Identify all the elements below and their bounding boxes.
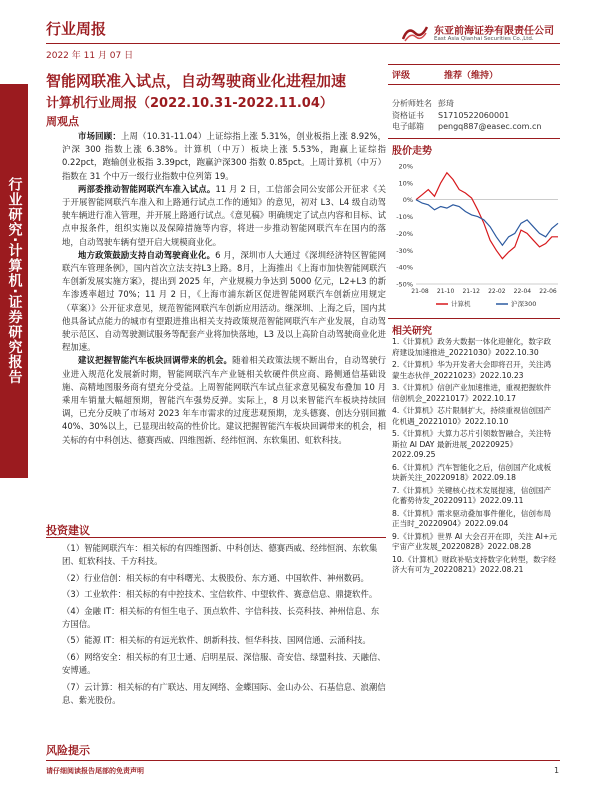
investment-item: （2）行业信创：相关标的有中科曙光、太极股份、东方通、中国软件、神州数码。 [62,572,369,583]
stock-trend-chart [392,160,562,314]
p2-lead: 地方政策鼓励支持自动驾驶商业化。 [78,249,216,260]
rating-value: 推荐（维持） [444,71,499,81]
market-review: 上周（10.31-11.04）上证综指上涨 5.31%，创业板指上涨 8.92%，沪深 300 指数上涨 6.38%。计算机（中万）板块上涨 5.53%，跑赢上证综指 0.22pct，跑输创业板指 3.39pct，跑赢沪深300 指数 0.85pct。上周计算机（中万）指数在 31 个中万一级行业指数中位列第 19。 [62,131,387,181]
series-line-computer [416,173,558,259]
analyst-divider [388,138,560,139]
related-item[interactable]: 1.《计算机》政务大数据一体化迎催化，数字政府建设加速推进_20221030》2022.10.30 [392,337,552,357]
investment-item: （5）能源 IT：相关标的有远光软件、朗新科技、恒华科技、国网信通、云涌科技。 [62,635,371,646]
market-label: 市场回顾： [78,131,121,141]
related-research-heading: 相关研究 [392,326,432,337]
analyst-row [392,110,541,122]
y-tick-label: 0% [402,196,413,205]
p3-text: 随着相关政策法规不断出台，自动驾驶行业进入规范化发展新时期，智能网联汽车产业链相关软硬件供应商、路侧通信基础设施、高精地图服务商有望充分受益。上周智能网联汽车试点征求意见稿发布叠加 10 月乘用车销量大幅超预期，智能汽车强势反弹。实际上，8 月以来智能汽车板块持续回调，已充分反映了市场对 2023 年车市需求的过度悲观预期，龙头德赛、创达分别回撤 40%、30%以上，已显现出较高的性价比。建议把握智能汽车板块回调带来的机会，相关标的有中科创达、德赛西威、四维图新、经纬恒润、东软集团、虹软科技。 [62,355,386,445]
rating-box [388,68,560,82]
legend-label: 沪深300 [511,300,537,308]
report-date: 2022 年 11 月 07 日 [46,51,134,61]
x-tick-label: 22-02 [488,288,506,295]
rating-bottom-divider [388,84,560,85]
investment-item: （7）云计算：相关标的有广联达、用友网络、金蝶国际、金山办公、石基信息、浪潮信息、紫光股份。 [62,681,386,706]
disclaimer-note: 请仔细阅读报告尾部的免责声明 [46,767,144,775]
related-item[interactable]: 8.《计算机》需求驱动叠加事件催化，信创布局正当时_20220904》2022.09.04 [392,508,552,528]
investment-divider [46,537,386,538]
rating-label: 评级 [392,71,411,81]
header-divider [46,43,560,44]
related-item[interactable]: 7.《计算机》关键核心技术发展提速，信创国产化蓄势待发_20220911》2022.09.11 [392,485,552,505]
y-tick-label: -50% [396,280,413,289]
weekly-body [62,130,386,447]
p1-lead: 两部委推动智能网联汽车准入试点。 [78,183,216,194]
section-risk: 风险提示 [46,744,90,757]
x-tick-label: 22-06 [539,288,557,295]
analyst-key: 分析师姓名 [392,99,432,108]
company-name-cn: 东亚前海证券有限责任公司 [434,26,554,37]
p3-lead: 建议把握智能汽车板块回调带来的机会。 [78,355,233,366]
investment-list [62,542,386,710]
analyst-row [392,98,541,110]
investment-item: （4）金融 IT：相关标的有恒生电子、顶点软件、宇信科技、长亮科技、神州信息、东方国信。 [62,605,380,630]
x-tick-label: 21-10 [436,288,455,295]
side-label-text: 行业研究·计算机·证券研究报告 [6,177,23,385]
stock-trend-heading: 股价走势 [392,146,432,157]
main-title: 智能网联准入试点，自动驾驶商业化进程加速 [46,72,347,90]
y-tick-label: 10% [398,179,413,188]
side-vertical-label [0,84,28,478]
related-item[interactable]: 2.《计算机》华为开发者大会即将召开，关注鸿蒙生态伙伴_20221023》2022.10.23 [392,360,552,380]
chart-divider [388,318,560,319]
investment-item: （6）网络安全：相关标的有卫士通、启明星辰、深信服、奇安信、绿盟科技、天融信、安博通。 [62,651,386,676]
y-tick-label: -20% [396,229,413,238]
y-tick-label: -10% [396,213,413,222]
analyst-key: 资格证书 [392,110,424,120]
y-tick-label: -30% [396,246,413,255]
related-research-list [392,337,558,578]
legend-label: 计算机 [451,300,471,308]
y-tick-label: 20% [398,162,413,171]
x-tick-label: 21-12 [462,288,480,295]
sub-title: 计算机行业周报（2022.10.31-2022.11.04） [46,96,333,111]
p2-text: 6 月，深圳市人大通过《深圳经济特区智能网联汽车管理条例》，国内首次立法支持L3上路。8月，上海推出《上海市加快智能网联汽车创新发展实施方案》，提出到 2025 年，产业规模力争达到 5000 亿元，L2+L3 的新车渗透率超过 70%；11 月 2 日，《上海市浦东新区促进智能网联汽车创新应用规定（草案）》公开征求意见，规范智能网联汽车创新应用活动。继深圳、上海之后，国内其他具备试点能力的城市有望跟进推出相关支持政策规范智能网联汽车产业发展，自动驾驶示范区、自动驾驶测试服务等配套产业将加快落地，L3 及以上高阶自动驾驶商业化进程加速。 [62,249,387,353]
report-type-title: 行业周报 [46,20,107,38]
x-tick-label: 21-08 [411,288,429,295]
analyst-row [392,121,541,133]
p1-text: 11 月 2 日，工信部会同公安部公开征求《关于开展智能网联汽车准入和上路通行试点工作的通知》的意见，初对 L3、L4 级自动驾驶车辆进行准入管理，并开展上路通行试点。《意见稿》明确规定了试点内容和目标、试点申报条件，组织实施以及保障措施等内容，将进一步推动智能网联汽车在国内的落地，自动驾驶车辆有望开启大规模商业化。 [62,183,386,247]
analyst-email[interactable]: pengq887@easec.com.cn [438,122,542,131]
analyst-value: S1710522060001 [438,110,510,120]
investment-item: （1）智能网联汽车：相关标的有四维图新、中科创达、德赛西威、经纬恒润、东软集团、虹软科技、千方科技。 [62,543,378,567]
related-item[interactable]: 3.《计算机》信创产业加速推进，重视把握软件信创机会_20221017》2022.10.17 [392,383,552,403]
page-number: 1 [554,766,560,775]
footer-divider [46,760,560,761]
related-item[interactable]: 5.《计算机》大算力芯片引领数智融合，关注特斯拉 AI DAY 最新进展_20220925》2022.09.25 [392,429,552,459]
analyst-value: 彭琦 [438,99,454,108]
company-name-en: East Asia Qianhai Securities Co.,Ltd. [434,36,534,42]
related-item[interactable]: 10.《计算机》财政补贴支持数字化转型，数字经济大有可为_20220821》2022.08.21 [392,554,556,574]
related-item[interactable]: 6.《计算机》汽车智能化之后，信创国产化成板块新关注_20220918》2022.09.18 [392,462,552,482]
section-investment: 投资建议 [46,524,90,537]
company-logo-icon [402,24,428,42]
related-item[interactable]: 4.《计算机》芯片限制扩大，持续重视信创国产化机遇_20221010》2022.10.10 [392,406,552,426]
x-tick-label: 22-04 [513,288,532,295]
analyst-info [392,98,541,133]
series-line-hs300 [416,200,558,246]
section-weekly-view: 周观点 [46,115,79,128]
y-tick-label: -40% [396,263,413,272]
investment-item: （3）工业软件：相关标的有中控技术、宝信软件、中望软件、赛意信息、鼎捷软件。 [62,589,378,600]
analyst-key: 电子邮箱 [392,122,424,131]
related-item[interactable]: 9.《计算机》世界 AI 大会召开在即，关注 AI+元宇宙产业发展_20220828》2022.08.28 [392,531,557,551]
rating-top-divider [388,64,560,65]
